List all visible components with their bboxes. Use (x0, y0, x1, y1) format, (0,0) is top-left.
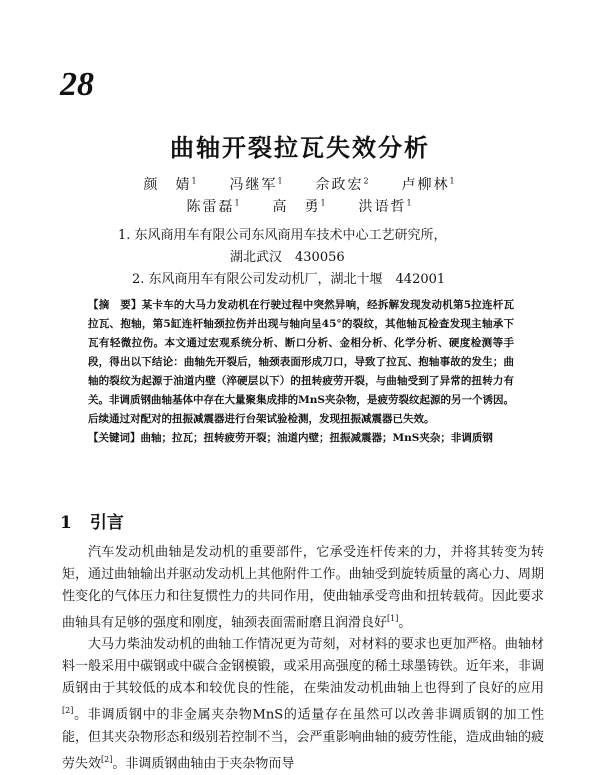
body-text-run: 大马力柴油发动机的曲轴工作情况更为苛刻，对材料的要求也更加严格。曲轴材料一般采用中碳钢或中碳合金钢模锻，或采用高强度的稀土球墨铸铁。近年来，非调质钢由于其较低的成本和较优良的性能，在柴油发动机曲轴上也得到了良好的应用 (62, 637, 544, 697)
author-affiliation-mark: 1 (406, 198, 414, 208)
author-affiliation-mark: 1 (320, 198, 328, 208)
body-text-run: 。非调质钢中的非金属夹杂物MnS的适量存在虽然可以改善非调质钢的加工性能，但其夹杂物形态和级别若控制不当，会严重影响曲轴的疲劳性能，造成曲轴的疲劳失效 (62, 707, 544, 771)
body-text-run: 。 (398, 615, 412, 631)
body-text-run: 。非调质钢曲轴由于夹杂物而导 (112, 755, 295, 771)
author-affiliation-mark: 1 (234, 198, 242, 208)
citation: [2] (62, 706, 74, 716)
author-name: 洪语哲 (358, 199, 407, 215)
keywords-paragraph (88, 429, 514, 448)
author-name: 卢柳林 (401, 177, 450, 193)
author-name: 高 勇 (272, 199, 321, 215)
abstract-label: 【摘 要】 (88, 299, 142, 311)
citation: [2] (101, 754, 113, 764)
paper-title: 曲轴开裂拉瓦失效分析 (170, 133, 430, 162)
author-name: 冯继军 (229, 177, 278, 193)
affiliation-2: 2. 东风商用车有限公司发动机厂，湖北十堰 442001 (132, 272, 446, 287)
author-affiliation-mark: 2 (363, 176, 371, 186)
section-heading (60, 508, 124, 533)
author-name: 佘政宏 (315, 177, 364, 193)
author-affiliation-mark: 1 (191, 176, 199, 186)
body-paragraph-1 (62, 542, 544, 634)
abstract-block (88, 296, 514, 448)
keywords-text: 曲轴；拉瓦；扭转疲劳开裂；油道内壁；扭振减震器；MnS夹杂；非调质钢 (140, 432, 493, 444)
authors-line-2 (0, 196, 600, 216)
body-text-run: 汽车发动机曲轴是发动机的重要部件，它承受连杆传来的力，并将其转变为转矩，通过曲轴输出并驱动发动机上其他附件工作。曲轴受到旋转质量的离心力、周期性变化的气体压力和往复惯性力的共同作用，使曲轴承受弯曲和扭转载荷。因此要求曲轴具有足够的强度和刚度，轴颈表面需耐磨且润滑良好 (62, 545, 544, 631)
author-name: 颜 婧 (143, 177, 192, 193)
author-affiliation-mark: 1 (277, 176, 285, 186)
body-text (62, 542, 544, 775)
body-paragraph-2 (62, 634, 544, 775)
authors-line-1 (0, 174, 600, 194)
author-name: 陈雷磊 (186, 199, 235, 215)
abstract-paragraph (88, 296, 514, 429)
section-number: 1 (60, 513, 72, 533)
keywords-label: 【关键词】 (88, 432, 141, 444)
citation: [1] (387, 614, 399, 623)
page-number: 28 (60, 66, 94, 103)
affiliation-1: 1. 东风商用车有限公司东风商用车技术中心工艺研究所， (118, 228, 447, 243)
section-title: 引言 (89, 513, 124, 533)
abstract-text: 某卡车的大马力发动机在行驶过程中突然异响，经拆解发现发动机第5拉连杆瓦拉瓦、抱轴，第5缸连杆轴颈拉伤并出现与轴向呈45°的裂纹，其他轴瓦检查发现主轴承下瓦有轻微拉伤。本文通过宏观系统分析、断口分析、金相分析、化学分析、硬度检测等手段，得出以下结论：曲轴先开裂后，轴颈表面形成刀口，导致了拉瓦、抱轴事故的发生；曲轴的裂纹为起源于油道内壁（淬硬层以下）的扭转疲劳开裂，与曲轴受到了异常的扭转力有关。非调质钢曲轴基体中存在大量聚集成排的MnS夹杂物，是疲劳裂纹起源的另一个诱因。后续通过对配对的扭振减震器进行台架试验检测，发现扭振减震器已失效。 (88, 299, 515, 425)
author-affiliation-mark: 1 (449, 176, 457, 186)
affiliation-1-location: 湖北武汉 430056 (230, 250, 345, 265)
